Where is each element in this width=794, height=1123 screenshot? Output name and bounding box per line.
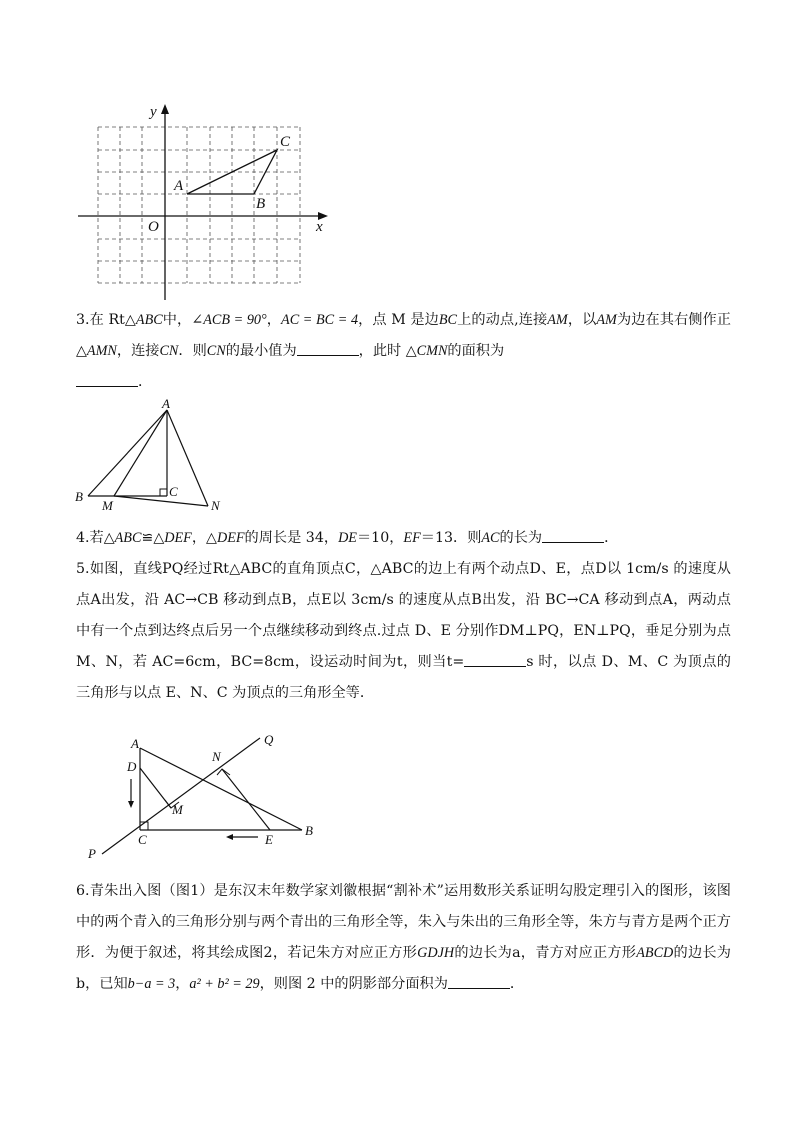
answer-blank-5 <box>448 975 510 989</box>
grid-lines <box>98 127 300 283</box>
label-m: M <box>172 802 183 817</box>
label-c: C <box>138 832 147 847</box>
line-pq-figure <box>80 728 330 866</box>
label-p: P <box>88 846 96 861</box>
right-angle-mark-n <box>217 769 230 775</box>
label-n: N <box>212 749 221 764</box>
axes <box>78 104 328 300</box>
label-n: N <box>211 498 220 513</box>
label-a: A <box>131 736 139 751</box>
label-b: B <box>75 489 83 504</box>
problem-6: 6.青朱出入图（图1）是东汉末年数学家刘徽根据“割补术”运用数形关系证明勾股定理引入的图形，该图中的两个青入的三角形分别与两个青出的三角形全等，朱入与朱出的三角形全等，朱方与青方是两个正方形．为便于叙述，将其绘成图2，若记朱方对应正方形GDJH的边长为a，青方对应正方形ABCD的边长为b，已知b−a = 3，a² + b² = 29，则图 2 中的阴影部分面积为 ． <box>76 883 731 992</box>
label-d: D <box>127 759 137 774</box>
answer-blank-2 <box>76 373 138 387</box>
label-y: y <box>150 104 157 120</box>
label-m: M <box>102 498 113 513</box>
label-origin: O <box>148 219 159 235</box>
answer-blank-1 <box>297 342 359 356</box>
problem-3: 3.在 Rt△ABC中，∠ACB = 90°，AC = BC = 4，点 M 是边BC上的动点,连接AM，以AM为边在其右侧作正 △AMN，连接CN．则CN的最小值为 ，此时 △CMN的面积为 ． <box>76 312 731 390</box>
coordinate-figure <box>70 100 340 305</box>
label-a: A <box>162 396 170 411</box>
label-e: E <box>265 832 273 847</box>
label-c: C <box>169 484 178 499</box>
label-a: A <box>174 178 184 194</box>
answer-blank-3 <box>542 529 604 543</box>
label-c: C <box>280 134 291 150</box>
answer-blank-4 <box>464 653 526 667</box>
label-b: B <box>305 823 313 838</box>
problem-4: 4.若△ABC≌△DEF，△DEF的周长是 34，DE＝10，EF＝13．则AC的长为 ． <box>76 530 619 546</box>
triangle-figure <box>72 398 242 516</box>
y-axis-arrow <box>161 104 169 114</box>
label-x: x <box>316 219 323 235</box>
problem-5: 5.如图，直线PQ经过Rt△ABC的直角顶点C，△ABC的边上有两个动点D、E，点D以 1cm/s 的速度从点A出发，沿 AC→CB 移动到点B，点E以 3cm/s 的速度从点B出发，沿 BC→CA 移动到点A，两动点中有一个点到达终点后另一个点继续移动到终点.过点 D、E 分别作DM⊥PQ，EN⊥PQ，垂足分别为点M、N，若 AC=6cm，BC=8cm，设运动时间为t，则当t= s 时，以点 D、M、C 为顶点的三角形与以点 E、N、C 为顶点的三角形全等． <box>76 561 731 701</box>
label-q: Q <box>264 732 274 747</box>
right-angle-mark <box>160 489 167 496</box>
label-b: B <box>256 196 266 212</box>
